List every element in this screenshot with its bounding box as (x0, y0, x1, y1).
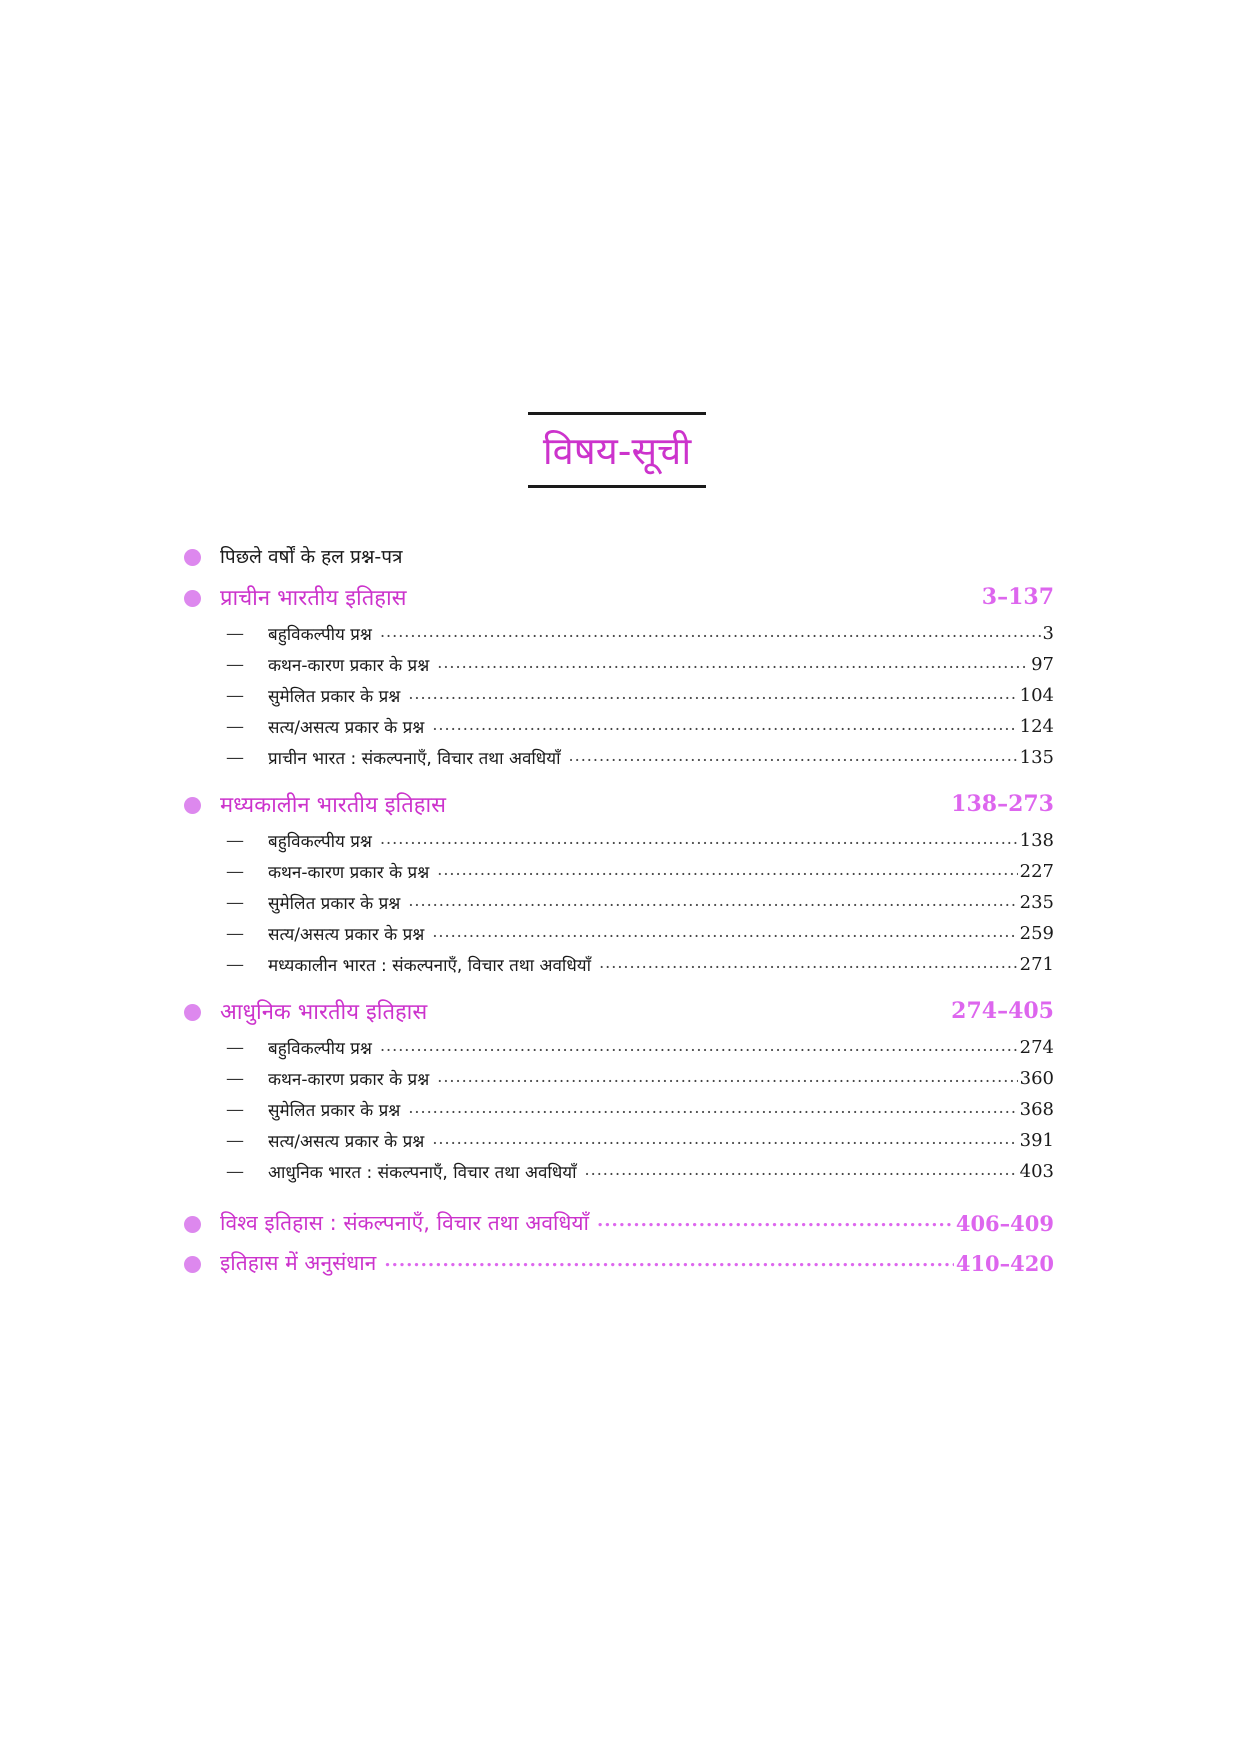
dot-leader (408, 891, 1017, 911)
toc-section-research[interactable] (184, 1243, 1054, 1283)
toc-item[interactable] (184, 949, 1054, 980)
dot-leader (437, 653, 1029, 673)
toc-item[interactable] (184, 1063, 1054, 1094)
toc-item-label: आधुनिक भारत : संकल्पनाएँ, विचार तथा अवधियाँ (268, 1163, 577, 1183)
toc-item-page: 274 (1019, 1037, 1054, 1058)
dot-leader (380, 829, 1018, 849)
dot-leader (432, 1129, 1017, 1149)
toc-item-page: 135 (1019, 747, 1054, 768)
bullet-icon (184, 1216, 201, 1233)
dot-leader (597, 1210, 954, 1232)
toc-item-page: 271 (1019, 954, 1054, 975)
toc-section-ancient[interactable] (184, 576, 1054, 618)
section-page-range: 410–420 (955, 1250, 1054, 1276)
toc-item-label: कथन-कारण प्रकार के प्रश्न (268, 1070, 430, 1090)
toc-item-label: सत्य/असत्य प्रकार के प्रश्न (268, 718, 425, 738)
section-page-range: 138–273 (951, 791, 1054, 817)
dot-leader (437, 860, 1017, 880)
toc-section-modern[interactable] (184, 990, 1054, 1032)
toc-item-label: सुमेलित प्रकार के प्रश्न (268, 894, 401, 914)
toc-item-page: 360 (1019, 1068, 1054, 1089)
dash-marker: — (226, 1099, 244, 1120)
toc-item[interactable] (184, 711, 1054, 742)
toc-item[interactable] (184, 825, 1054, 856)
bullet-icon (184, 1004, 201, 1021)
toc-item[interactable] (184, 680, 1054, 711)
dash-marker: — (226, 1130, 244, 1151)
toc-item[interactable] (184, 918, 1054, 949)
toc-item-label: प्राचीन भारत : संकल्पनाएँ, विचार तथा अवधियाँ (268, 749, 561, 769)
toc-item[interactable] (184, 1094, 1054, 1125)
title-rule-bottom (528, 485, 706, 488)
toc-item-label: सुमेलित प्रकार के प्रश्न (268, 687, 401, 707)
toc-intro-entry[interactable] (184, 536, 1054, 576)
section-title: विश्व इतिहास : संकल्पनाएँ, विचार तथा अवधियाँ (220, 1211, 589, 1235)
bullet-icon (184, 797, 201, 814)
dash-marker: — (226, 861, 244, 882)
toc-intro-label: पिछले वर्षों के हल प्रश्न-पत्र (220, 546, 403, 568)
toc-item-page: 97 (1031, 654, 1054, 675)
toc-item-page: 259 (1019, 923, 1054, 944)
toc-item-label: बहुविकल्पीय प्रश्न (268, 832, 372, 852)
dot-leader (599, 953, 1018, 973)
dash-marker: — (226, 1068, 244, 1089)
bullet-icon (184, 590, 201, 607)
section-title: मध्यकालीन भारतीय इतिहास (220, 793, 447, 818)
toc-item-page: 104 (1019, 685, 1054, 706)
dash-marker: — (226, 923, 244, 944)
table-of-contents (184, 536, 1054, 1283)
toc-item[interactable] (184, 742, 1054, 773)
dot-leader (432, 922, 1017, 942)
dash-marker: — (226, 892, 244, 913)
bullet-icon (184, 549, 201, 566)
dash-marker: — (226, 1037, 244, 1058)
toc-item-page: 235 (1019, 892, 1054, 913)
bullet-icon (184, 1256, 201, 1273)
toc-item[interactable] (184, 1125, 1054, 1156)
toc-item[interactable] (184, 1032, 1054, 1063)
title-block (528, 412, 706, 488)
section-title: इतिहास में अनुसंधान (220, 1251, 377, 1275)
toc-section-medieval[interactable] (184, 783, 1054, 825)
section-title: प्राचीन भारतीय इतिहास (220, 586, 407, 611)
toc-item-label: मध्यकालीन भारत : संकल्पनाएँ, विचार तथा अवधियाँ (268, 956, 592, 976)
dot-leader (384, 1250, 954, 1272)
toc-item-page: 227 (1019, 861, 1054, 882)
toc-item-page: 403 (1019, 1161, 1054, 1182)
section-title: आधुनिक भारतीय इतिहास (220, 1000, 428, 1025)
dash-marker: — (226, 623, 244, 644)
toc-item-label: कथन-कारण प्रकार के प्रश्न (268, 656, 430, 676)
toc-item-label: कथन-कारण प्रकार के प्रश्न (268, 863, 430, 883)
toc-item-page: 3 (1042, 623, 1054, 644)
dash-marker: — (226, 747, 244, 768)
toc-item-label: सत्य/असत्य प्रकार के प्रश्न (268, 1132, 425, 1152)
toc-item-page: 391 (1019, 1130, 1054, 1151)
page-title: विषय-सूची (542, 429, 692, 473)
toc-item-label: सत्य/असत्य प्रकार के प्रश्न (268, 925, 425, 945)
section-page-range: 406–409 (955, 1210, 1054, 1236)
section-page-range: 3–137 (981, 584, 1054, 610)
toc-item-label: बहुविकल्पीय प्रश्न (268, 625, 372, 645)
toc-item[interactable] (184, 1156, 1054, 1187)
dash-marker: — (226, 716, 244, 737)
toc-item-label: सुमेलित प्रकार के प्रश्न (268, 1101, 401, 1121)
dot-leader (380, 622, 1041, 642)
dot-leader (569, 746, 1018, 766)
toc-item-page: 138 (1019, 830, 1054, 851)
dot-leader (408, 684, 1017, 704)
dot-leader (432, 715, 1017, 735)
toc-item[interactable] (184, 618, 1054, 649)
toc-item-page: 124 (1019, 716, 1054, 737)
dot-leader (380, 1036, 1018, 1056)
toc-item[interactable] (184, 649, 1054, 680)
dash-marker: — (226, 1161, 244, 1182)
toc-item-page: 368 (1019, 1099, 1054, 1120)
dash-marker: — (226, 685, 244, 706)
dash-marker: — (226, 654, 244, 675)
toc-item[interactable] (184, 887, 1054, 918)
toc-item-label: बहुविकल्पीय प्रश्न (268, 1039, 372, 1059)
dash-marker: — (226, 830, 244, 851)
dash-marker: — (226, 954, 244, 975)
toc-item[interactable] (184, 856, 1054, 887)
dot-leader (437, 1067, 1017, 1087)
toc-section-world-history[interactable] (184, 1203, 1054, 1243)
dot-leader (408, 1098, 1017, 1118)
dot-leader (585, 1160, 1018, 1180)
section-page-range: 274–405 (951, 998, 1054, 1024)
